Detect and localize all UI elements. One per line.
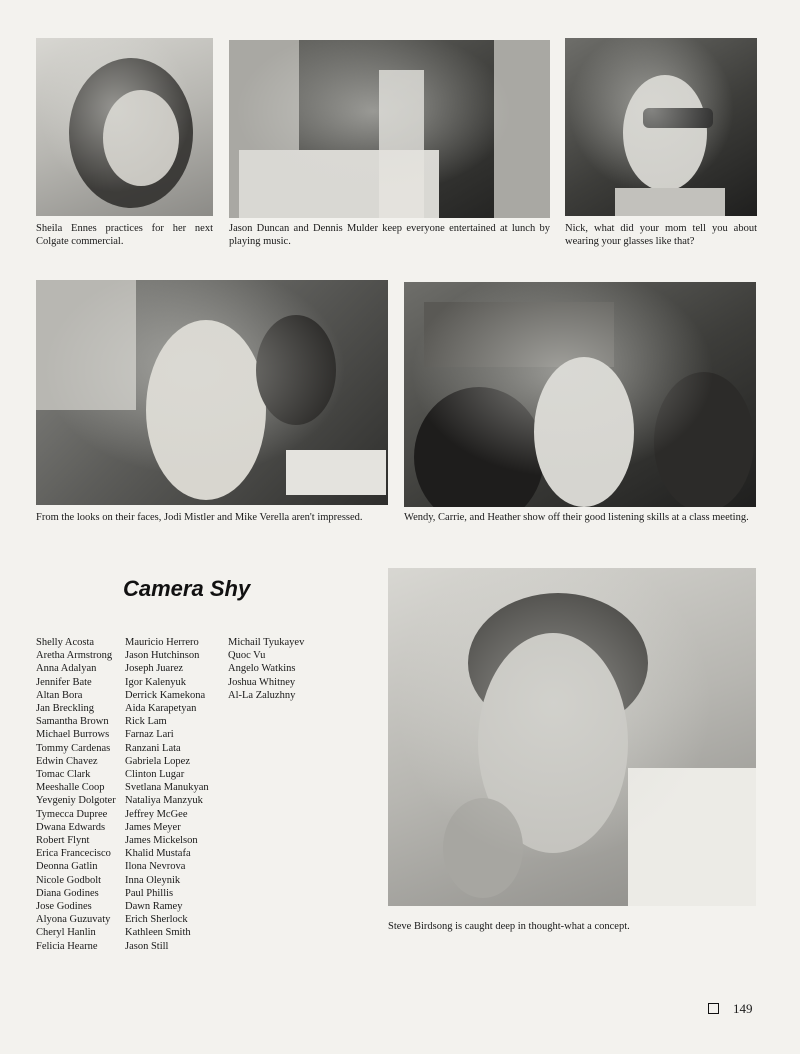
student-name: Jose Godines — [36, 901, 92, 913]
student-name: Altan Bora — [36, 689, 83, 701]
student-name: Robert Flynt — [36, 835, 90, 847]
student-name: Samantha Brown — [36, 716, 109, 728]
student-name: Ranzani Lata — [125, 742, 181, 754]
page-number: 149 — [733, 1001, 753, 1016]
student-name: Edwin Chavez — [36, 755, 98, 767]
student-name: James Meyer — [125, 821, 181, 833]
student-name: Joseph Juarez — [125, 663, 184, 675]
student-name: Kathleen Smith — [125, 927, 191, 939]
student-name: Michail Tyukayev — [228, 637, 305, 648]
caption-photo-1: Sheila Ennes practices for her next Colgate commercial. — [36, 223, 213, 247]
student-name: Aida Karapetyan — [125, 703, 197, 715]
caption-photo-3: Nick, what did your mom tell you about wearing your glasses like that? — [565, 223, 757, 247]
student-name: James Mickelson — [125, 835, 198, 847]
photo-steve-birdsong — [388, 568, 756, 906]
student-name: Jennifer Bate — [36, 676, 92, 688]
student-name: Igor Kalenyuk — [125, 676, 186, 688]
student-name: Clinton Lugar — [125, 769, 185, 781]
caption-photo-5: Wendy, Carrie, and Heather show off their good listening skills at a class meeting. — [404, 512, 749, 523]
student-name: Paul Phillis — [125, 887, 174, 899]
student-name: Tymecca Dupree — [36, 808, 108, 820]
names-column-2 — [125, 636, 209, 953]
student-name: Dawn Ramey — [125, 901, 183, 913]
student-name: Jeffrey McGee — [125, 808, 188, 820]
student-name: Michael Burrows — [36, 729, 110, 741]
student-name: Ilona Nevrova — [125, 861, 186, 873]
student-name: Diana Godines — [36, 887, 99, 899]
student-name: Meeshalle Coop — [36, 782, 105, 794]
student-name: Gabriela Lopez — [125, 755, 191, 767]
photo-wendy-carrie-heather — [404, 282, 756, 507]
student-name: Felicia Hearne — [36, 940, 98, 952]
student-name: Deonna Gatlin — [36, 861, 98, 873]
student-name: Alyona Guzuvaty — [36, 914, 111, 926]
student-name: Aretha Armstrong — [36, 650, 113, 662]
student-name: Al-La Zaluzhny — [228, 689, 296, 701]
student-name: Nicole Godbolt — [36, 874, 102, 886]
caption-photo-2: Jason Duncan and Dennis Mulder keep everyone entertained at lunch by playing music. — [229, 223, 550, 247]
student-name: Jan Breckling — [36, 703, 95, 715]
student-name: Jason Hutchinson — [125, 650, 200, 662]
photo-duncan-mulder — [229, 40, 550, 218]
student-name: Erica Francecisco — [36, 848, 111, 860]
student-name: Cheryl Hanlin — [36, 927, 96, 939]
student-name: Shelly Acosta — [36, 637, 95, 648]
student-name: Khalid Mustafa — [125, 848, 191, 860]
photo-sheila-ennes — [36, 38, 213, 216]
student-name: Angelo Watkins — [228, 663, 296, 675]
page-number-box — [708, 1003, 719, 1014]
student-name: Rick Lam — [125, 716, 167, 728]
names-column-1 — [36, 636, 116, 953]
student-name: Tomac Clark — [36, 769, 91, 781]
student-name: Joshua Whitney — [228, 676, 296, 688]
student-name: Jason Still — [125, 940, 169, 952]
caption-photo-6: Steve Birdsong is caught deep in thought-what a concept. — [388, 921, 630, 932]
student-name: Derrick Kamekona — [125, 689, 206, 701]
student-name: Erich Sherlock — [125, 914, 188, 926]
photo-nick — [565, 38, 757, 216]
student-name: Mauricio Herrero — [125, 637, 199, 648]
caption-photo-4: From the looks on their faces, Jodi Mistler and Mike Verella aren't impressed. — [36, 512, 363, 523]
section-title: Camera Shy — [123, 576, 251, 601]
student-name: Tommy Cardenas — [36, 742, 111, 754]
student-name: Farnaz Lari — [125, 729, 174, 741]
student-name: Dwana Edwards — [36, 821, 106, 833]
student-name: Svetlana Manukyan — [125, 782, 209, 794]
student-name: Quoc Vu — [228, 650, 266, 662]
names-column-3 — [228, 636, 304, 702]
student-name: Anna Adalyan — [36, 663, 97, 675]
student-name: Yevgeniy Dolgoter — [36, 795, 116, 807]
photo-mistler-verella — [36, 280, 388, 505]
student-name: Inna Oleynik — [125, 874, 181, 886]
student-name: Nataliya Manzyuk — [125, 795, 203, 807]
